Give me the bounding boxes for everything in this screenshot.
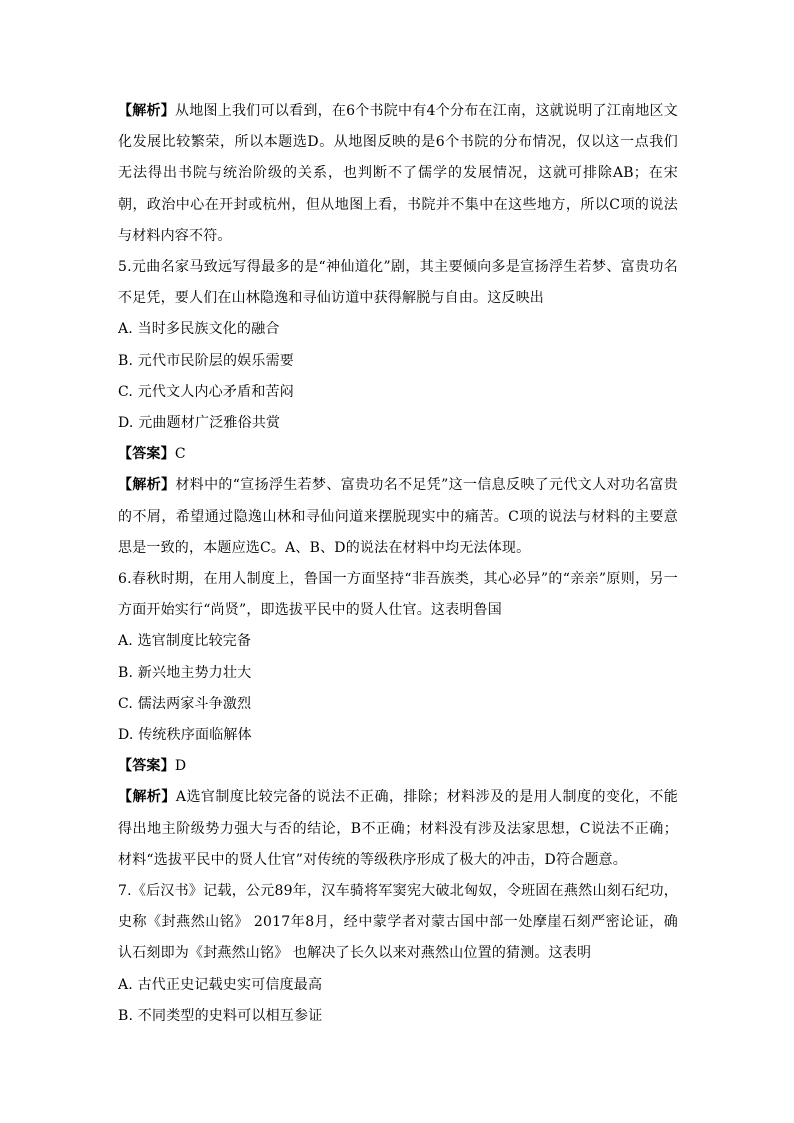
analysis-tag: 【解析】 [118, 103, 176, 119]
q5-option-c: C. 元代文人内心矛盾和苦闷 [118, 383, 294, 400]
q7-stem: 7.《后汉书》记载，公元89年，汉车骑将军窦宪大破北匈奴，令班固在燕然山刻石纪功，史称《封燕然山铭》 2017年8月，经中蒙学者对蒙古国中部一处摩崖石刻严密论证，确认石刻即为《封燕然山铭》 也解决了长久以来对燕然山位置的猜测。这表明 [118, 883, 678, 962]
q6-option-d: D. 传统秩序面临解体 [118, 727, 252, 744]
q6-option-a: A. 选官制度比较完备 [118, 633, 252, 650]
q6-option-b: B. 新兴地主势力壮大 [118, 664, 252, 681]
q7-option-b: B. 不同类型的史料可以相互参证 [118, 1007, 323, 1024]
analysis-text: 材料中的“宣扬浮生若梦、富贵功名不足凭”这一信息反映了元代文人对功名富贵的不屑，希望通过隐逸山林和寻仙问道来摆脱现实中的痛苦。C项的说法与材料的主要意思是一致的，本题应选C。A、B、D的说法在材料中均无法体现。 [118, 477, 678, 556]
q5-option-d: D. 元曲题材广泛雅俗共赏 [118, 415, 281, 432]
q6-answer [118, 751, 678, 782]
q4-analysis [118, 96, 678, 252]
q6-stem: 6.春秋时期，在用人制度上，鲁国一方面坚持“非吾族类，其心必异”的“亲亲”原则，另一方面开始实行“尚贤”，即选拔平民中的贤人仕官。这表明鲁国 [118, 571, 678, 619]
answer-tag: 【答案】 [118, 758, 175, 775]
q7-option-a: A. 古代正史记载史实可信度最高 [118, 976, 323, 993]
q5-analysis [118, 470, 678, 564]
analysis-tag: 【解析】 [118, 789, 176, 806]
answer-value: C [174, 446, 186, 463]
answer-value: D [174, 758, 187, 775]
analysis-text: A选官制度比较完备的说法不正确，排除；材料涉及的是用人制度的变化，不能得出地主阶级势力强大与否的结论，B不正确；材料没有涉及法家思想，C说法不正确；材料“选拔平民中的贤人仕官”对传统的等级秩序形成了极大的冲击，D符合题意。 [118, 789, 679, 868]
q5-option-b: B. 元代市民阶层的娱乐需要 [118, 352, 294, 369]
answer-tag: 【答案】 [118, 446, 175, 463]
q5-stem: 5.元曲名家马致远写得最多的是“神仙道化”剧，其主要倾向多是宣扬浮生若梦、富贵功名不足凭，要人们在山林隐逸和寻仙访道中获得解脱与自由。这反映出 [118, 259, 678, 307]
q6-option-c: C. 儒法两家斗争激烈 [118, 695, 252, 712]
q6-analysis [118, 782, 678, 876]
q5-option-a: A. 当时多民族文化的融合 [118, 321, 280, 338]
document-body [118, 96, 678, 1032]
analysis-tag: 【解析】 [118, 477, 176, 494]
q5-answer [118, 439, 678, 470]
analysis-text: 从地图上我们可以看到，在6个书院中有4个分布在江南，这就说明了江南地区文化发展比较繁荣，所以本题选D。从地图反映的是6个书院的分布情况，仅以这一点我们无法得出书院与统治阶级的关系，也判断不了儒学的发展情况，这就可排除AB；在宋朝，政治中心在开封或杭州，但从地图上看，书院并不集中在这些地方，所以C项的说法与材料内容不符。 [118, 103, 678, 244]
